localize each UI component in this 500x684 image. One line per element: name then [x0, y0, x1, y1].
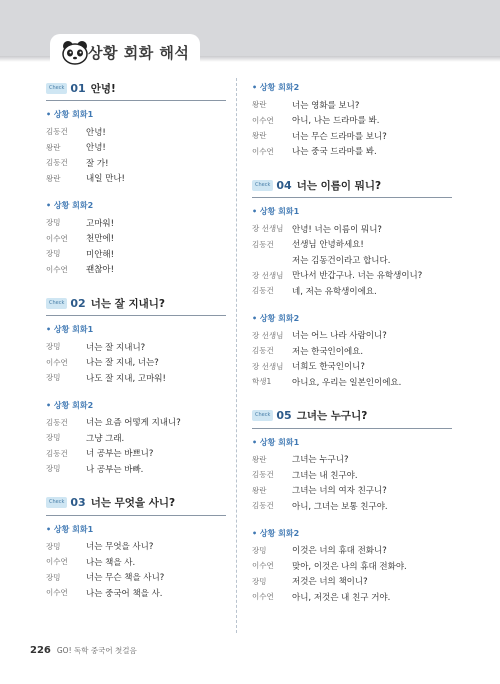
speaker: 이수연 — [46, 357, 68, 367]
dialogue-line — [252, 283, 452, 299]
utterance: 나는 중국어 책을 사. — [86, 588, 163, 599]
speaker: 이수연 — [46, 264, 68, 274]
dialogue-line — [252, 452, 452, 468]
situation-label: • 상황 회화2 — [252, 83, 300, 92]
utterance: 너는 무슨 드라마를 보니? — [292, 131, 387, 142]
dialogue-line — [252, 113, 452, 129]
utterance: 그녀는 너의 여자 친구니? — [292, 486, 387, 497]
dialogue-line — [252, 359, 452, 375]
check-badge: Check — [46, 497, 67, 508]
speaker: 장밍 — [46, 541, 61, 551]
check-number: 05 — [276, 409, 292, 422]
situation-label: • 상황 회화1 — [252, 207, 300, 216]
panda-mascot-icon — [60, 38, 90, 66]
dialogue-line — [46, 231, 226, 247]
check-number: 03 — [70, 496, 86, 509]
speaker: 김동건 — [252, 286, 274, 296]
dialogue-line — [46, 461, 226, 477]
dialogue-line — [46, 155, 226, 171]
speaker: 김동건 — [252, 239, 274, 249]
speaker: 장밍 — [252, 545, 267, 555]
dialogue-line — [46, 355, 226, 371]
page-title: 상황 회화 해석 — [88, 44, 190, 62]
speaker: 장밍 — [46, 218, 61, 228]
speaker: 김동건 — [46, 417, 68, 427]
utterance: 천만에! — [86, 234, 115, 245]
speaker: 장 선생님 — [252, 270, 284, 280]
utterance: 만나서 반갑구나. 너는 유학생이니? — [292, 271, 423, 282]
speaker: 장밍 — [252, 576, 267, 586]
utterance: 아니, 저것은 내 친구 거야. — [292, 592, 391, 603]
utterance: 나 공부는 바빠. — [86, 464, 144, 475]
utterance: 안녕! — [86, 143, 106, 154]
dialogue-line — [46, 140, 226, 156]
dialogue-line — [252, 558, 452, 574]
check-header-03 — [46, 493, 226, 516]
dialogue-line — [46, 539, 226, 555]
speaker: 김동건 — [252, 501, 274, 511]
right-column — [252, 78, 452, 605]
dialogue-line — [252, 467, 452, 483]
utterance: 저는 한국인이에요. — [292, 346, 364, 357]
speaker: 장밍 — [46, 433, 61, 443]
speaker: 이수연 — [252, 146, 274, 156]
dialogue-line — [252, 483, 452, 499]
utterance: 그녀는 누구니? — [292, 455, 349, 466]
dialogue-line — [252, 252, 452, 268]
speaker: 학생1 — [252, 377, 272, 387]
situation-label: • 상황 회화1 — [252, 437, 300, 447]
check-title: 너는 잘 지내니? — [90, 297, 165, 310]
speaker: 이수연 — [46, 588, 68, 598]
dialogue-line — [46, 570, 226, 586]
check-title: 너는 이름이 뭐니? — [296, 179, 382, 192]
speaker: 왕란 — [252, 131, 267, 141]
utterance: 안녕! 너는 이름이 뭐니? — [292, 224, 382, 235]
speaker: 장 선생님 — [252, 330, 284, 340]
utterance: 내일 만나! — [86, 174, 125, 185]
dialogue-line — [252, 374, 452, 390]
dialogue-line — [252, 128, 452, 144]
speaker: 왕란 — [252, 454, 267, 464]
page-footer — [30, 645, 137, 656]
dialogue-line — [252, 574, 452, 590]
utterance: 고마워! — [86, 218, 115, 229]
check-number: 02 — [70, 296, 86, 310]
situation-label: • 상황 회화1 — [46, 110, 94, 119]
page-number: 226 — [30, 645, 51, 656]
dialogue-line — [46, 171, 226, 187]
speaker: 이수연 — [252, 592, 274, 602]
dialogue-line — [46, 446, 226, 462]
utterance: 너희도 한국인이니? — [292, 362, 365, 373]
speaker: 왕란 — [252, 100, 267, 110]
utterance: 맞아, 이것은 나의 휴대 전화야. — [292, 561, 407, 572]
check-badge: Check — [46, 83, 67, 94]
speaker: 장 선생님 — [252, 361, 284, 371]
utterance: 너는 무슨 책을 사니? — [86, 573, 165, 584]
speaker: 김동건 — [252, 470, 274, 480]
situation-label: • 상황 회화1 — [46, 524, 94, 534]
utterance: 너는 어느 나라 사람이니? — [292, 331, 387, 342]
book-title: GO! 독학 중국어 첫걸음 — [56, 646, 137, 655]
dialogue-line — [252, 543, 452, 559]
dialogue-line — [252, 589, 452, 605]
check-title: 안녕! — [90, 82, 116, 95]
speaker: 김동건 — [46, 127, 68, 137]
check-number: 04 — [276, 178, 292, 192]
speaker: 왕란 — [46, 142, 61, 152]
speaker: 김동건 — [46, 158, 68, 168]
utterance: 저것은 너의 책이니? — [292, 577, 368, 588]
dialogue-line — [46, 262, 226, 278]
check-header-02 — [46, 293, 226, 316]
dialogue-line — [46, 554, 226, 570]
check-header-01 — [46, 78, 226, 101]
speaker: 장 선생님 — [252, 224, 284, 234]
dialogue-line — [252, 97, 452, 113]
check-header-04 — [252, 175, 452, 198]
situation-label: • 상황 회화2 — [252, 313, 300, 323]
dialogue-line — [252, 221, 452, 237]
utterance: 나는 잘 지내, 너는? — [86, 358, 159, 369]
dialogue-line — [46, 215, 226, 231]
dialogue-line — [46, 339, 226, 355]
speaker: 김동건 — [252, 346, 274, 356]
utterance: 이것은 너의 휴대 전화니? — [292, 546, 387, 557]
dialogue-line — [46, 370, 226, 386]
situation-label: • 상황 회화2 — [46, 201, 94, 210]
utterance: 저는 김동건이라고 합니다. — [292, 255, 391, 266]
speaker: 왕란 — [252, 485, 267, 495]
check-badge: Check — [46, 298, 67, 309]
dialogue-line — [252, 328, 452, 344]
column-divider — [236, 78, 237, 633]
utterance: 아니, 그녀는 보통 친구야. — [292, 501, 388, 512]
dialogue-line — [46, 124, 226, 140]
speaker: 이수연 — [252, 561, 274, 571]
situation-label: • 상황 회화2 — [252, 528, 300, 538]
speaker: 장밍 — [46, 249, 61, 259]
check-title: 너는 무엇을 사니? — [90, 497, 176, 509]
utterance: 너는 잘 지내니? — [86, 342, 146, 353]
utterance: 나도 잘 지내, 고마워! — [86, 373, 166, 384]
speaker: 장밍 — [46, 373, 61, 383]
situation-label: • 상황 회화1 — [46, 325, 94, 334]
speaker: 왕란 — [46, 173, 61, 183]
dialogue-line — [252, 237, 452, 253]
dialogue-line — [46, 415, 226, 431]
dialogue-line — [252, 268, 452, 284]
utterance: 아니, 나는 드라마를 봐. — [292, 116, 380, 127]
check-header-05 — [252, 406, 452, 429]
check-badge: Check — [252, 410, 273, 421]
dialogue-line — [252, 343, 452, 359]
utterance: 너는 영화를 보니? — [292, 100, 360, 111]
speaker: 이수연 — [46, 233, 68, 243]
utterance: 그녀는 내 친구야. — [292, 470, 358, 481]
utterance: 괜찮아! — [86, 265, 115, 276]
dialogue-line — [46, 430, 226, 446]
dialogue-line — [252, 144, 452, 160]
speaker: 이수연 — [46, 557, 68, 567]
check-title: 그녀는 누구니? — [296, 410, 368, 422]
speaker: 장밍 — [46, 572, 61, 582]
dialogue-line — [46, 246, 226, 262]
utterance: 너는 무엇을 사니? — [86, 542, 154, 553]
utterance: 너 공부는 바쁘니? — [86, 449, 154, 460]
speaker: 김동건 — [46, 448, 68, 458]
dialogue-line — [252, 498, 452, 514]
utterance: 너는 요즘 어떻게 지내니? — [86, 418, 181, 429]
utterance: 선생님 안녕하세요! — [292, 240, 364, 251]
left-column — [46, 78, 226, 601]
check-badge: Check — [252, 180, 273, 191]
speaker: 이수연 — [252, 115, 274, 125]
utterance: 네, 저는 유학생이에요. — [292, 286, 377, 297]
utterance: 미안해! — [86, 249, 115, 260]
situation-label: • 상황 회화2 — [46, 400, 94, 410]
utterance: 아니요, 우리는 일본인이에요. — [292, 377, 402, 388]
utterance: 잘 가! — [86, 158, 109, 169]
dialogue-line — [46, 585, 226, 601]
utterance: 안녕! — [86, 127, 106, 138]
utterance: 나는 중국 드라마를 봐. — [292, 147, 377, 158]
speaker: 장밍 — [46, 342, 61, 352]
speaker: 장밍 — [46, 464, 61, 474]
utterance: 그냥 그래. — [86, 433, 125, 444]
check-number: 01 — [70, 81, 86, 95]
utterance: 나는 책을 사. — [86, 557, 136, 568]
